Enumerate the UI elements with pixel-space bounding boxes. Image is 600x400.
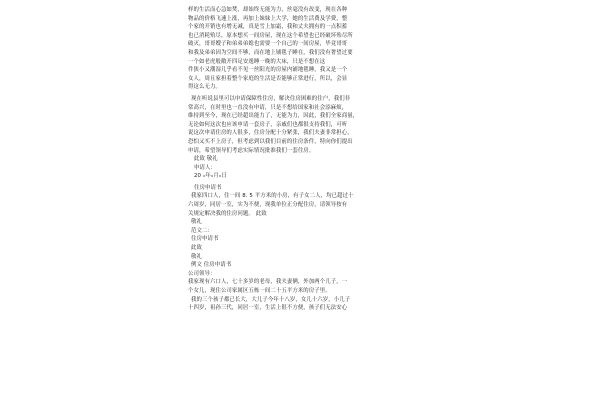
text-line: 我的三个孩子都已长大，大儿子今年十八岁，女儿十六岁，小儿子 bbox=[191, 296, 351, 303]
text-line: 关规定解决我的住房问题。 此致 bbox=[188, 210, 267, 217]
text-line: 我家现有六口人，七十多岁的老母，我夫妻俩，外加两个儿子，一 bbox=[188, 279, 348, 286]
text-line: 得这么无力。 bbox=[188, 84, 221, 91]
text-line: 女人，周且家担着整个家庭的生活是否能够正常进行，所以，会显 bbox=[188, 75, 348, 82]
date-line: 20 ₓ年ₓ月ₓ日 bbox=[194, 173, 227, 180]
text-line: 现在听说县里可以申请保障性住房，解决住房困难的住户，我们非 bbox=[191, 95, 351, 102]
text-line: 一个如老虎般敞开四足安逸睡一晚的大床，只是不想在这 bbox=[188, 58, 326, 65]
text-line: 物品的价格飞速上涨，再加上妹妹上大学，她的生活费及学费，整 bbox=[188, 15, 348, 22]
text-line: 十四岁，祖孙三代，同居一室，生活上很不方便，孩子们无法安心 bbox=[188, 305, 348, 312]
applicant-label: 申请人： bbox=[194, 164, 216, 171]
text-line: 破灭，哥哥嫂子和弟弟弟媳也需要一个自己的一间房屋，毕竟哥哥 bbox=[188, 41, 348, 48]
text-line: 常高兴，在时里也一直没有申请，只是不想给国家和社会添麻烦， bbox=[188, 104, 348, 111]
text-line: 样的生活而心急如焚，却始终无能为力，丝毫没有改变，现在各种 bbox=[188, 7, 348, 13]
text-line: 也已消耗殆尽，原本想买一间房屋，现在这个希望也已经破坏殆尽所 bbox=[188, 32, 353, 39]
section-title: 例文 住房申请书 bbox=[191, 262, 232, 269]
closing-line: 此致 bbox=[191, 245, 202, 252]
closing-line: 敬礼 bbox=[191, 219, 202, 226]
section-title: 住房申请书 bbox=[191, 236, 219, 243]
text-line: 恐怕又买不上房子，但考虑到以我们目前的住房条件，特向你们提出 bbox=[188, 138, 353, 145]
section-title: 住房申请书 bbox=[194, 184, 222, 191]
text-line: 说这次申请住房的人很多，住房分配十分紧张，我们夫妻非常担心， bbox=[188, 130, 353, 137]
text-line: 六周岁，同居一室，实为不便，现我单位正分配住房，请领导按有 bbox=[188, 202, 348, 209]
closing-line: 此致 敬礼 bbox=[194, 156, 218, 163]
document-page bbox=[188, 6, 414, 400]
text-line: 个女儿，现住公司家属区五栋一间二十五平方米的房子里。 bbox=[188, 288, 331, 294]
section-title: 范文二： bbox=[191, 227, 213, 234]
text-line: 个家的开销也有增无减，真是雪上加霜，我和丈夫拥有的一点积蓄 bbox=[188, 24, 348, 31]
text-line: 件狭小又潮湿几乎看不见一丝阳光的房屋内铺地毯睡，我又是一个 bbox=[188, 67, 348, 74]
salutation: 公司领导： bbox=[188, 270, 216, 277]
text-line: 维持到至今，现在已经超出能力了，无能为力，因此，我们全家商量， bbox=[188, 113, 359, 120]
text-line: 申请，希望领导们考虑实际情况批准我们一套住房。 bbox=[188, 147, 315, 154]
text-line: 我家四口人，住一间 8. 5 平方米的小房，有子女二人，均已超过十 bbox=[191, 193, 354, 200]
closing-line: 敬礼 bbox=[191, 253, 202, 260]
text-line: 和我及弟弟因为空间不够，而在地上铺毯子睡在，我们没有奢望过要 bbox=[188, 49, 353, 56]
text-line: 无论如何这次也应该申请一套房子，亲戚们也都很支持我们，可听 bbox=[188, 121, 348, 128]
